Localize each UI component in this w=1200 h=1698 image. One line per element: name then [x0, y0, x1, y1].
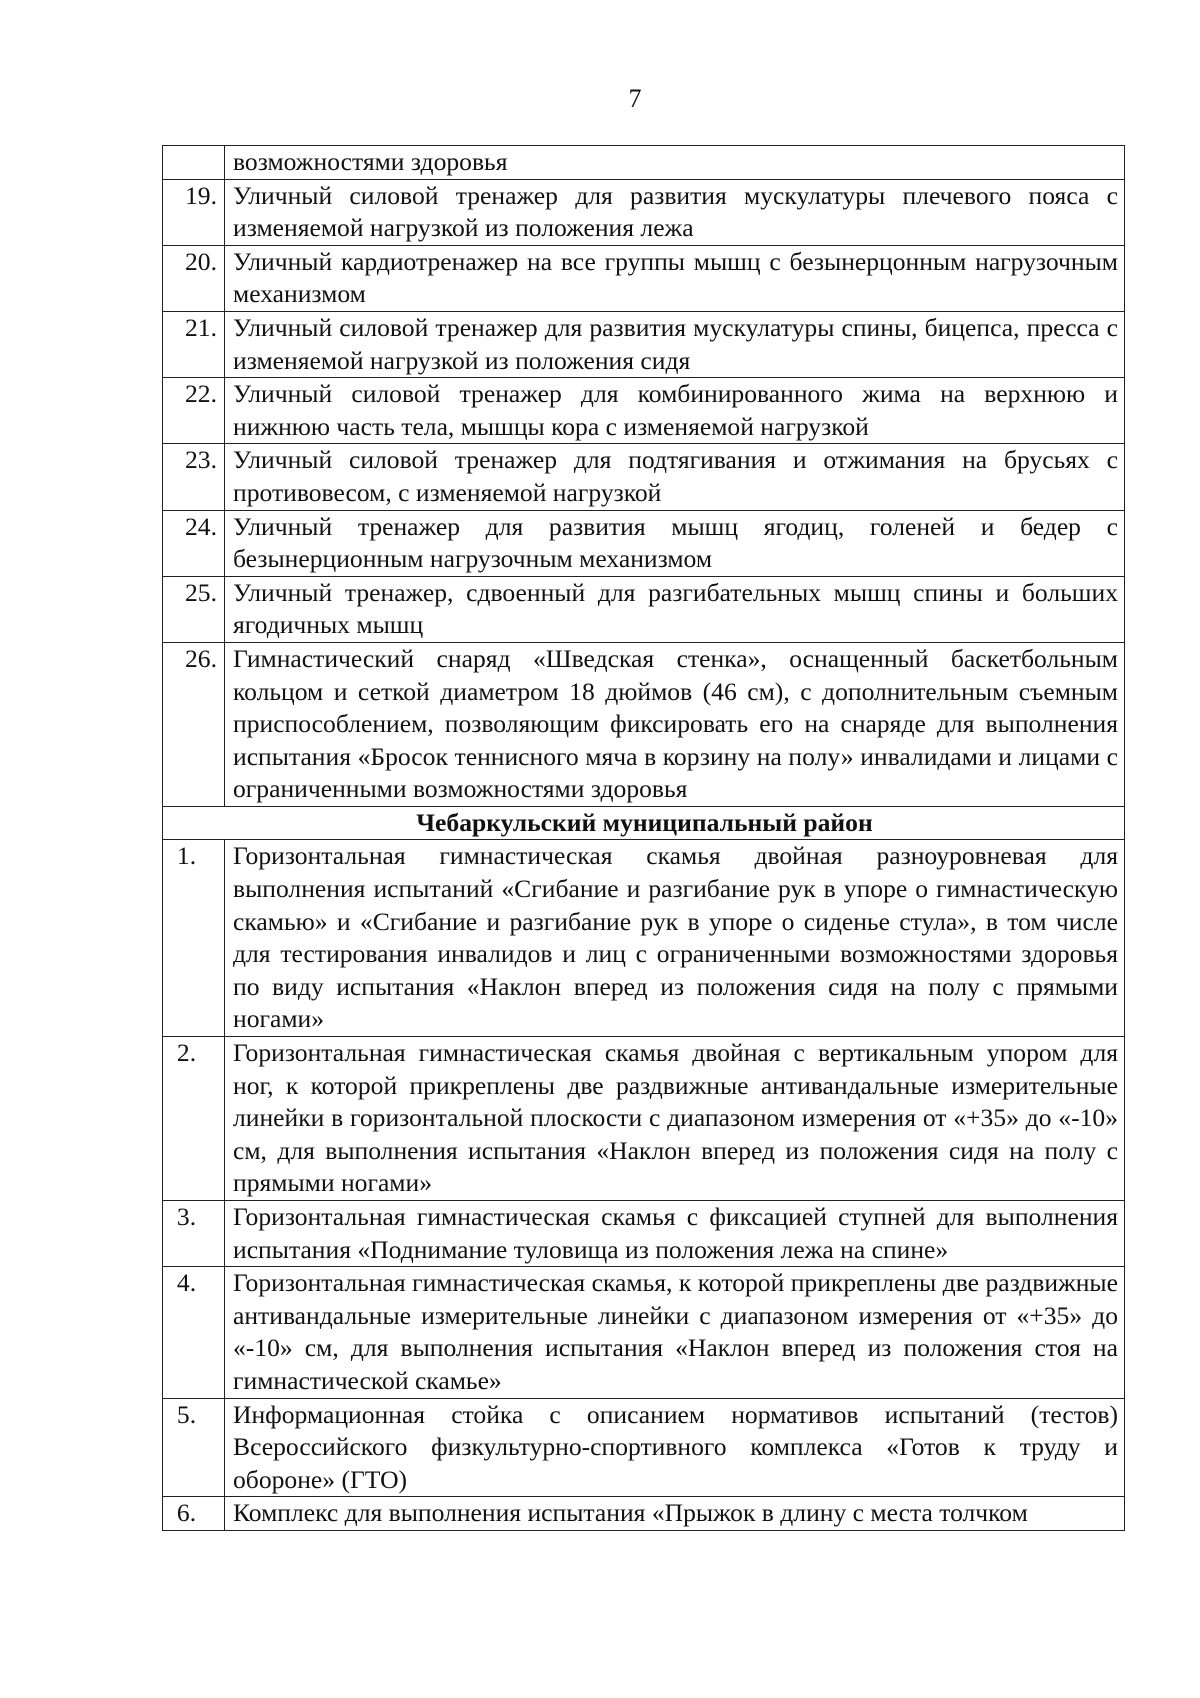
- equipment-table: [162, 145, 1125, 1531]
- table-row: [163, 311, 1125, 377]
- row-description: Горизонтальная гимнастическая скамья с фиксацией ступней для выполнения испытания «Поднимание туловища из положения лежа на спине»: [225, 1201, 1125, 1267]
- row-number: 25.: [163, 576, 225, 642]
- row-description: Уличный тренажер, сдвоенный для разгибательных мышц спины и больших ягодичных мышц: [225, 576, 1125, 642]
- row-number: 22.: [163, 378, 225, 444]
- row-description: Информационная стойка с описанием нормативов испытаний (тестов) Всероссийского физкультурно-спортивного комплекса «Готов к труду и обороне» (ГТО): [225, 1398, 1125, 1497]
- row-description: Комплекс для выполнения испытания «Прыжок в длину с места толчком: [225, 1497, 1125, 1531]
- row-number: 2.: [163, 1037, 225, 1201]
- table-row: [163, 510, 1125, 576]
- row-description: Уличный кардиотренажер на все группы мышц с безынерцонным нагрузочным механизмом: [225, 245, 1125, 311]
- section-title: Чебаркульский муниципальный район: [163, 806, 1125, 840]
- row-description: Уличный силовой тренажер для развития мускулатуры плечевого пояса с изменяемой нагрузкой из положения лежа: [225, 179, 1125, 245]
- row-description: Уличный тренажер для развития мышц ягодиц, голеней и бедер с безынерционным нагрузочным механизмом: [225, 510, 1125, 576]
- table-row: [163, 576, 1125, 642]
- row-number: 23.: [163, 444, 225, 510]
- table-row: [163, 378, 1125, 444]
- table-row: [163, 840, 1125, 1037]
- row-number: 20.: [163, 245, 225, 311]
- row-number: 3.: [163, 1201, 225, 1267]
- row-description: Гимнастический снаряд «Шведская стенка», оснащенный баскетбольным кольцом и сеткой диаметром 18 дюймов (46 см), с дополнительным съемным приспособлением, позволяющим фиксировать его на снаряде для выполнения испытания «Бросок теннисного мяча в корзину на полу» инвалидами и лицами с ограниченными возможностями здоровья: [225, 642, 1125, 806]
- row-number: 21.: [163, 311, 225, 377]
- row-description: Уличный силовой тренажер для комбинированного жима на верхнюю и нижнюю часть тела, мышцы кора с изменяемой нагрузкой: [225, 378, 1125, 444]
- table-row: [163, 1398, 1125, 1497]
- table-row: [163, 642, 1125, 806]
- row-number: 19.: [163, 179, 225, 245]
- row-number: 5.: [163, 1398, 225, 1497]
- row-description: Горизонтальная гимнастическая скамья двойная разноуровневая для выполнения испытаний «Сгибание и разгибание рук в упоре о гимнастическую скамью» и «Сгибание и разгибание рук в упоре о сиденье стула», в том числе для тестирования инвалидов и лиц с ограниченными возможностями здоровья по виду испытания «Наклон вперед из положения сидя на полу с прямыми ногами»: [225, 840, 1125, 1037]
- row-number: 6.: [163, 1497, 225, 1531]
- row-number: 24.: [163, 510, 225, 576]
- table-row: [163, 146, 1125, 180]
- row-number: 1.: [163, 840, 225, 1037]
- table-row: [163, 1037, 1125, 1201]
- section-block: [163, 806, 1125, 840]
- table-row: [163, 179, 1125, 245]
- table-row: [163, 1201, 1125, 1267]
- equipment-rows-top: [163, 146, 1125, 807]
- table-row: [163, 1267, 1125, 1398]
- row-number: [163, 146, 225, 180]
- equipment-rows-bottom: [163, 840, 1125, 1530]
- page-number: 7: [628, 84, 642, 113]
- row-description: Уличный силовой тренажер для развития мускулатуры спины, бицепса, пресса с изменяемой нагрузкой из положения сидя: [225, 311, 1125, 377]
- row-number: 26.: [163, 642, 225, 806]
- row-number: 4.: [163, 1267, 225, 1398]
- table-row: [163, 245, 1125, 311]
- table-row: [163, 444, 1125, 510]
- section-row: [163, 806, 1125, 840]
- row-description: Горизонтальная гимнастическая скамья двойная с вертикальным упором для ног, к которой прикреплены две раздвижные антивандальные измерительные линейки в горизонтальной плоскости с диапазоном измерения от «+35» до «-10» см, для выполнения испытания «Наклон вперед из положения сидя на полу с прямыми ногами»: [225, 1037, 1125, 1201]
- row-description: возможностями здоровья: [225, 146, 1125, 180]
- row-description: Уличный силовой тренажер для подтягивания и отжимания на брусьях с противовесом, с изменяемой нагрузкой: [225, 444, 1125, 510]
- row-description: Горизонтальная гимнастическая скамья, к которой прикреплены две раздвижные антивандальные измерительные линейки с диапазоном измерения от «+35» до «-10» см, для выполнения испытания «Наклон вперед из положения стоя на гимнастической скамье»: [225, 1267, 1125, 1398]
- table-row: [163, 1497, 1125, 1531]
